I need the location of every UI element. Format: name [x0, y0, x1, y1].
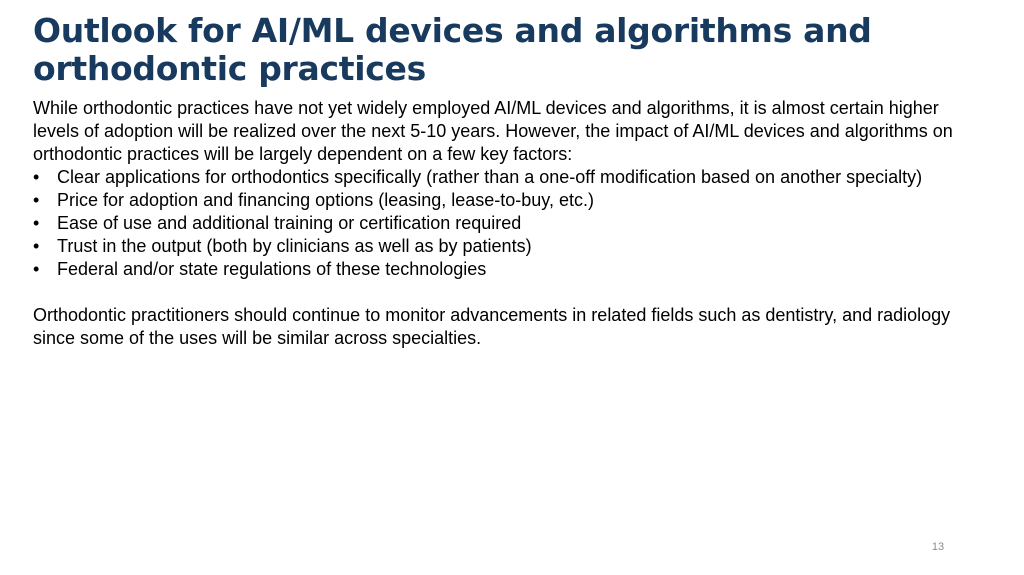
bullet-icon: •	[33, 213, 40, 233]
bullet-icon: •	[33, 190, 40, 210]
bullet-icon: •	[33, 167, 40, 187]
list-item	[33, 212, 973, 235]
bullet-icon: •	[33, 259, 40, 279]
conclusion-paragraph: Orthodontic practitioners should continue to monitor advancements in related fields such as dentistry, and radiology since some of the uses will be similar across specialties.	[33, 305, 951, 348]
list-item-text: Clear applications for orthodontics specifically (rather than a one-off modification based on another specialty)	[57, 167, 923, 187]
bullet-icon: •	[33, 236, 40, 256]
intro-paragraph: While orthodontic practices have not yet widely employed AI/ML devices and algorithms, it is almost certain higher levels of adoption will be realized over the next 5-10 years. However, the impact of AI/ML devices and algorithms on orthodontic practices will be largely dependent on a few key factors:	[33, 98, 953, 164]
list-item-text: Federal and/or state regulations of these technologies	[57, 259, 487, 279]
key-factors-list	[33, 166, 973, 281]
slide-title: Outlook for AI/ML devices and algorithms and orthodontic practices	[33, 11, 872, 88]
paragraph-spacer	[33, 281, 973, 304]
list-item	[33, 258, 973, 281]
list-item	[33, 235, 973, 258]
list-item-text: Trust in the output (both by clinicians as well as by patients)	[57, 236, 532, 256]
list-item-text: Price for adoption and financing options (leasing, lease-to-buy, etc.)	[57, 190, 594, 210]
page-number: 13	[931, 541, 945, 553]
list-item	[33, 166, 973, 189]
slide-body	[33, 97, 973, 350]
list-item	[33, 189, 973, 212]
list-item-text: Ease of use and additional training or certification required	[57, 213, 522, 233]
